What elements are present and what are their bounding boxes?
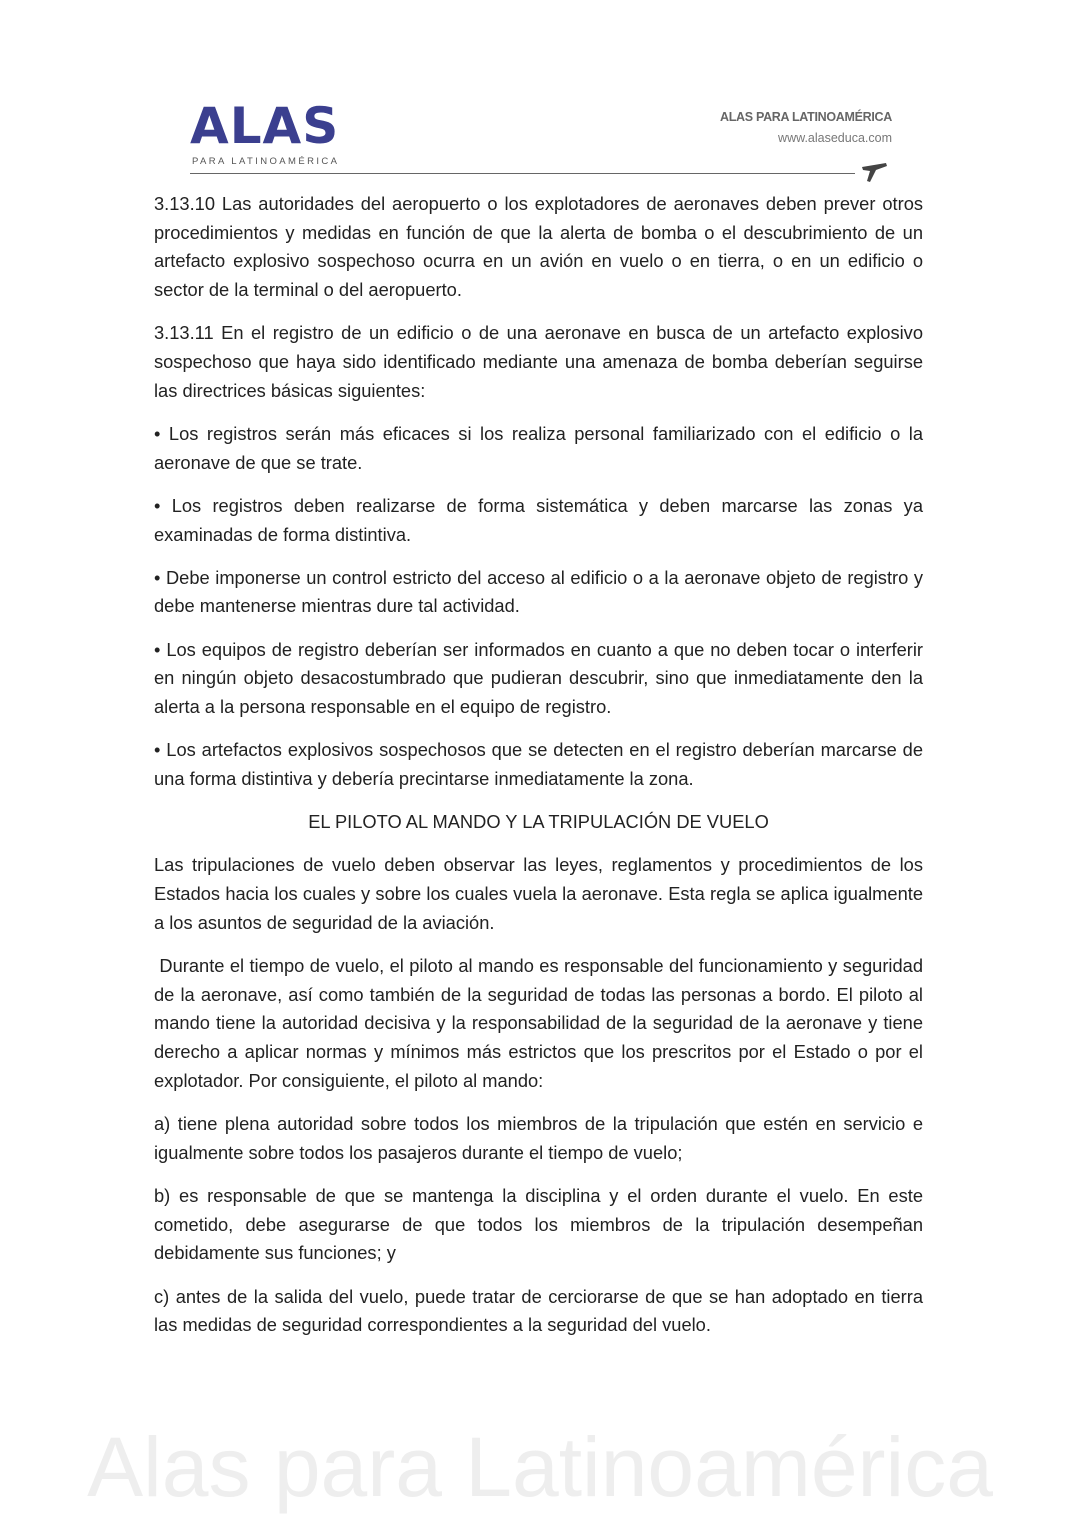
- logo: [190, 96, 350, 171]
- logo-text: ALAS: [190, 97, 340, 155]
- paragraph-3-13-11: 3.13.11 En el registro de un edificio o de una aeronave en busca de un artefacto explosivo sospechoso que haya sido identificado mediante una amenaza de bomba deberían seguirse las directrices básicas siguientes:: [154, 322, 923, 401]
- bullet-item: • Los artefactos explosivos sospechosos que se detecten en el registro deberían marcarse de una forma distintiva y debería precintarse inmediatamente la zona.: [154, 739, 923, 789]
- list-item-c: c) antes de la salida del vuelo, puede tratar de cerciorarse de que se han adoptado en tierra las medidas de seguridad correspondientes a la seguridad del vuelo.: [154, 1285, 923, 1336]
- header-info: [720, 110, 892, 146]
- list-item-b: b) es responsable de que se mantenga la disciplina y el orden durante el vuelo. En este cometido, debe asegurarse de que todos los miembros de la tripulación desempeñan debidamente sus funciones; y: [154, 1184, 923, 1264]
- logo-subtitle: PARA LATINOAMÉRICA: [192, 156, 340, 167]
- paragraph: Las tripulaciones de vuelo deben observar las leyes, reglamentos y procedimientos de los Estados hacia los cuales y sobre los cuales vuela la aeronave. Esta regla se aplica igualmente a los asuntos de seguridad de la aviación.: [154, 854, 923, 933]
- paragraph: Durante el tiempo de vuelo, el piloto al mando es responsable del funcionamiento y seguridad de la aeronave, así como también de la seguridad de todas las personas a bordo. El piloto al mando tiene la autoridad decisiva y la responsabilidad de la seguridad de la aeronave y tiene derecho a aplicar normas y mínimos más estrictos que los prescritos por el Estado o por el explotador. Por consiguiente, el piloto al mando:: [154, 954, 929, 1091]
- bullet-item: • Los registros deben realizarse de forma sistemática y deben marcarse las zonas ya examinadas de forma distintiva.: [154, 494, 923, 545]
- watermark: Alas para Latinoamérica: [87, 1420, 993, 1514]
- bullet-item: • Debe imponerse un control estricto del acceso al edificio o a la aeronave objeto de registro y debe mantenerse mientras dure tal actividad.: [154, 566, 923, 617]
- airplane-icon: [860, 160, 888, 184]
- section-heading: EL PILOTO AL MANDO Y LA TRIPULACIÓN DE VUELO: [308, 811, 769, 833]
- document-body: [154, 190, 929, 1354]
- bullet-item: • Los equipos de registro deberían ser informados en cuanto a que no deben tocar o interferir en ningún objeto desacostumbrado que pudieran descubrir, sino que inmediatamente den la alerta a la persona responsable en el equipo de registro.: [154, 638, 923, 718]
- bullet-item: • Los registros serán más eficaces si los realiza personal familiarizado con el edificio o la aeronave de que se trate.: [154, 422, 923, 473]
- list-item-a: a) tiene plena autoridad sobre todos los miembros de la tripulación que estén en servicio e igualmente sobre todos los pasajeros durante el tiempo de vuelo;: [154, 1112, 923, 1163]
- paragraph-3-13-10: 3.13.10 Las autoridades del aeropuerto o los explotadores de aeronaves deben prever otros procedimientos y medidas en función de que la alerta de bomba o el descubrimiento de un artefacto explosivo sospechoso ocurra en un avión en vuelo o en tierra, o en un edificio o sector de la terminal o del aeropuerto.: [154, 193, 923, 301]
- header-url: www.alaseduca.com: [778, 131, 892, 145]
- header-title: ALAS PARA LATINOAMÉRICA: [719, 110, 892, 124]
- header-divider: [190, 173, 855, 174]
